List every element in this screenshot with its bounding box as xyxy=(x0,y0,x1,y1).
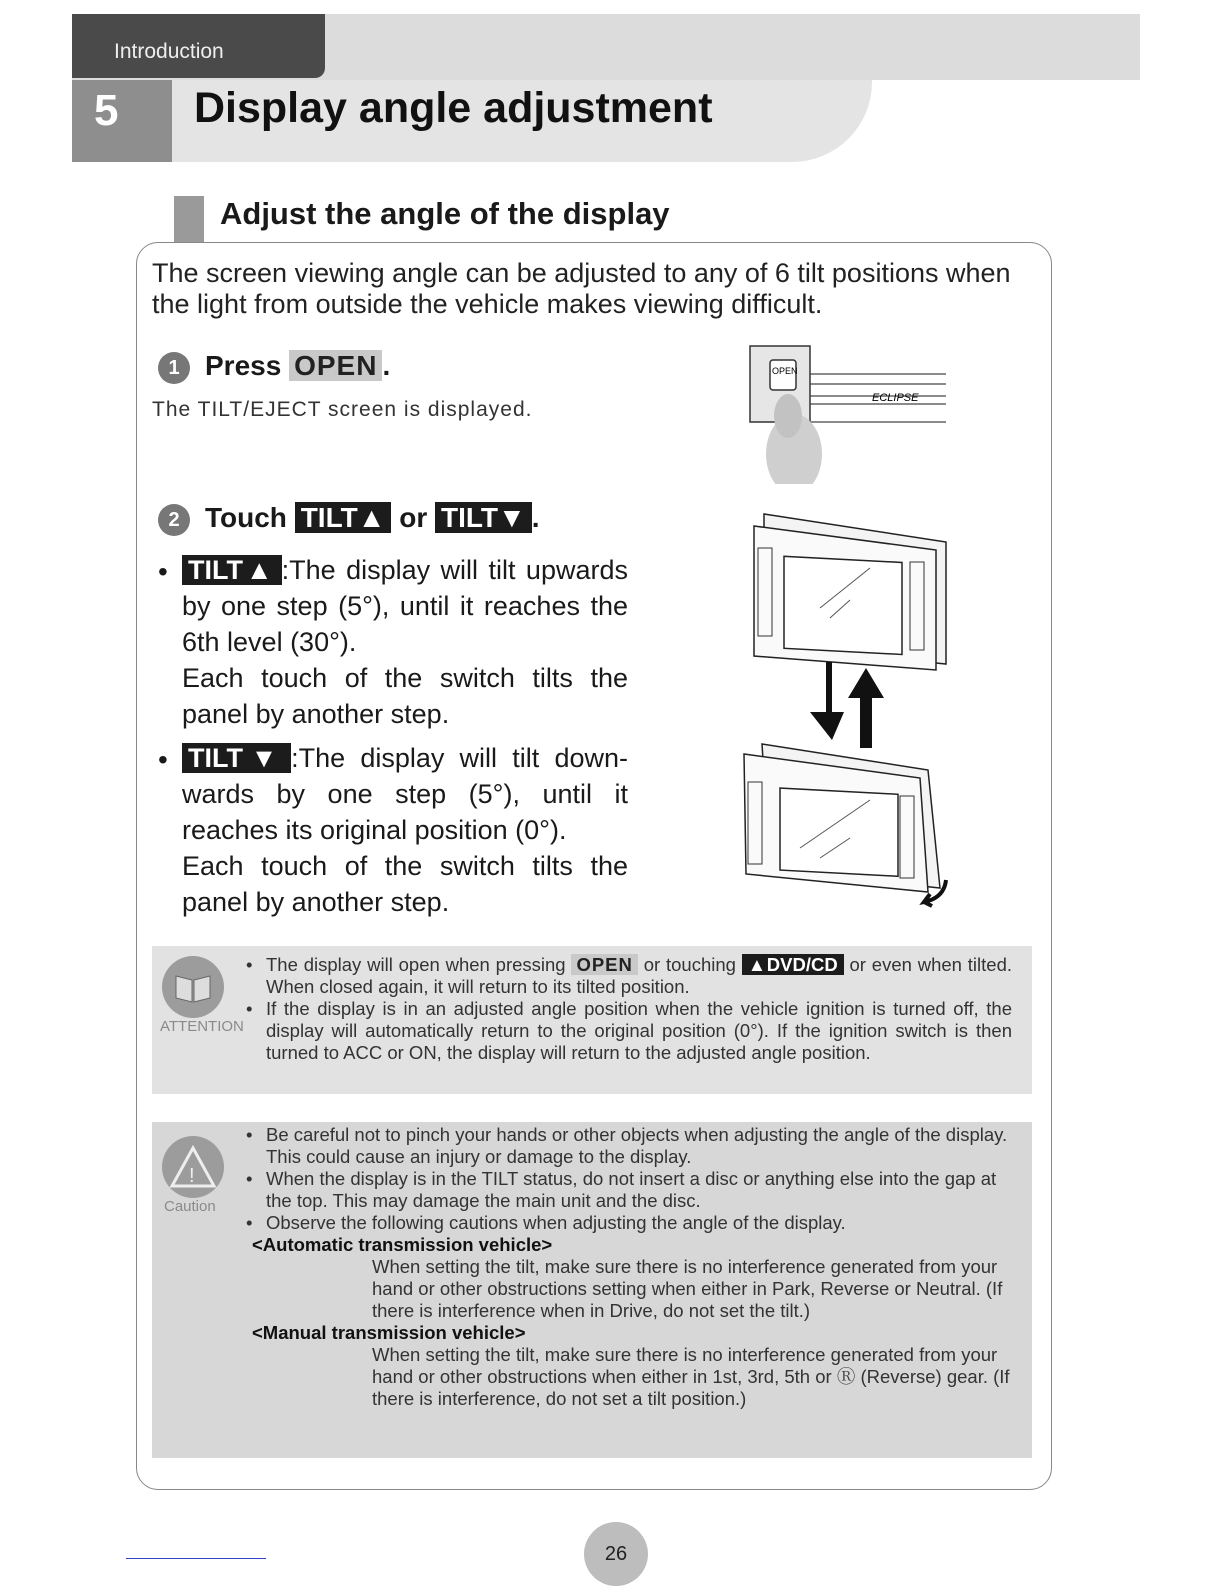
bullet-tilt-down-text2: Each touch of the switch tilts the panel by another step. xyxy=(182,851,628,917)
step2-number-icon: 2 xyxy=(158,504,190,536)
page-number: 26 xyxy=(584,1522,648,1586)
attention-item1-a: The display will open when pressing xyxy=(266,954,566,975)
open-button-figure xyxy=(748,344,950,484)
bullet-dot: • xyxy=(158,744,168,775)
reverse-symbol: Ⓡ xyxy=(836,1366,856,1387)
bullet-tilt-up-text2: Each touch of the switch tilts the panel by another step. xyxy=(182,663,628,729)
display-tilt-figure xyxy=(740,508,954,908)
caution-item: • Observe the following cautions when adjusting the angle of the display. xyxy=(246,1212,846,1233)
section-label: Introduction xyxy=(114,40,224,63)
step1-end: . xyxy=(382,350,391,381)
step2-heading xyxy=(205,502,540,534)
caution-item-text: Observe the following cautions when adjusting the angle of the display. xyxy=(266,1212,846,1233)
subheading: Adjust the angle of the display xyxy=(220,196,670,231)
attention-item2: If the display is in an adjusted angle position when the vehicle ignition is turned off, the display will automatically return to the original position (0°). If the ignition switch is then turned to ACC or ON, the display will return to the adjusted angle position. xyxy=(266,998,1012,1063)
attention-item1-c: or even when tilted. When closed again, it will return to its tilted position. xyxy=(266,954,1013,997)
subheading-marker xyxy=(174,196,204,242)
step1-description: The TILT/EJECT screen is displayed. xyxy=(152,398,533,421)
step2-verb: Touch xyxy=(205,502,287,533)
chapter-number-block xyxy=(72,80,172,162)
caution-item: • Be careful not to pinch your hands or other objects when adjusting the angle of the display. This could cause an injury or damage to the display. xyxy=(246,1124,1008,1167)
caution-item: • When the display is in the TILT status, do not insert a disc or anything else into the gap at the top. This may damage the main unit and the disc. xyxy=(246,1168,997,1211)
caution-item-text: When the display is in the TILT status, do not insert a disc or anything else into the gap at the top. This may damage the main unit and the disc. xyxy=(266,1168,997,1211)
tilt-down-arrow-icon xyxy=(810,662,844,740)
tilt-up-key: TILT▲ xyxy=(295,502,392,533)
manual-text-a: When setting the tilt, make sure there is no interference generated from your hand or other obstructions when either in 1st, 3rd, 5th or xyxy=(372,1344,998,1387)
manual-heading: <Manual transmission vehicle> xyxy=(252,1322,526,1343)
tilt-down-key: TILT▼ xyxy=(435,502,532,533)
attention-item: • If the display is in an adjusted angle position when the vehicle ignition is turned off, the display will automatically return to the original position (0°). If the ignition switch is then turned to ACC or ON, the display will return to the adjusted angle position. xyxy=(246,998,1012,1063)
caution-text xyxy=(244,1124,1012,1410)
svg-text:!: ! xyxy=(189,1165,195,1187)
brand-label: ECLIPSE xyxy=(872,392,919,404)
bullet-dot: • xyxy=(158,556,168,587)
caution-item-text: Be careful not to pinch your hands or other objects when adjusting the angle of the display. This could cause an injury or damage to the display. xyxy=(266,1124,1008,1167)
attention-dvdcd-key: ▲DVD/CD xyxy=(742,954,844,975)
chapter-number: 5 xyxy=(94,86,119,135)
attention-label: ATTENTION xyxy=(160,1018,244,1035)
auto-text: When setting the tilt, make sure there is no interference generated from your hand or other obstructions setting when either in Park, Reverse or Neutral. (If there is interference when in Drive, do not set the tilt.) xyxy=(372,1256,1003,1321)
bullet-tilt-down xyxy=(182,740,628,920)
step1-heading xyxy=(205,350,390,382)
intro-paragraph: The screen viewing angle can be adjusted to any of 6 tilt positions when the light from outside the vehicle makes viewing difficult. xyxy=(152,258,1011,319)
step1-verb: Press xyxy=(205,350,282,381)
page-title: Display angle adjustment xyxy=(194,84,713,132)
auto-heading: <Automatic transmission vehicle> xyxy=(252,1234,553,1255)
open-key: OPEN xyxy=(289,350,382,381)
step1-number-icon: 1 xyxy=(158,352,190,384)
book-icon xyxy=(162,956,224,1018)
bullet-tilt-down-key: TILT▼ xyxy=(182,743,291,773)
attention-open-key: OPEN xyxy=(571,954,637,975)
open-figure-label: OPEN xyxy=(772,366,798,376)
bullet-tilt-up-text: :The display will tilt upwards by one step (5°), until it reaches the 6th level (30°). xyxy=(182,555,628,657)
attention-item1-b: or touching xyxy=(643,954,736,975)
attention-text xyxy=(244,954,1012,1064)
footer-link-line xyxy=(126,1558,266,1559)
tilt-up-arrow-icon xyxy=(848,668,884,748)
section-tab xyxy=(72,14,325,78)
bullet-tilt-down-text: :The display will tilt down-wards by one step (5°), until it reaches its original position (0°). xyxy=(182,743,628,845)
manual-text-b: (Reverse) gear. (If there is interference, do not set a tilt position.) xyxy=(372,1366,1010,1409)
step2-end: . xyxy=(531,502,540,533)
step2-or: or xyxy=(399,502,428,533)
bullet-tilt-up-key: TILT▲ xyxy=(182,555,282,585)
warning-icon xyxy=(162,1136,224,1198)
bullet-tilt-up xyxy=(182,552,628,732)
manual-text xyxy=(244,1344,1012,1410)
attention-item: • The display will open when pressing OPEN or touching ▲DVD/CD or even when tilted. When closed again, it will return to its tilted position. xyxy=(246,954,1013,997)
caution-label: Caution xyxy=(164,1198,216,1215)
